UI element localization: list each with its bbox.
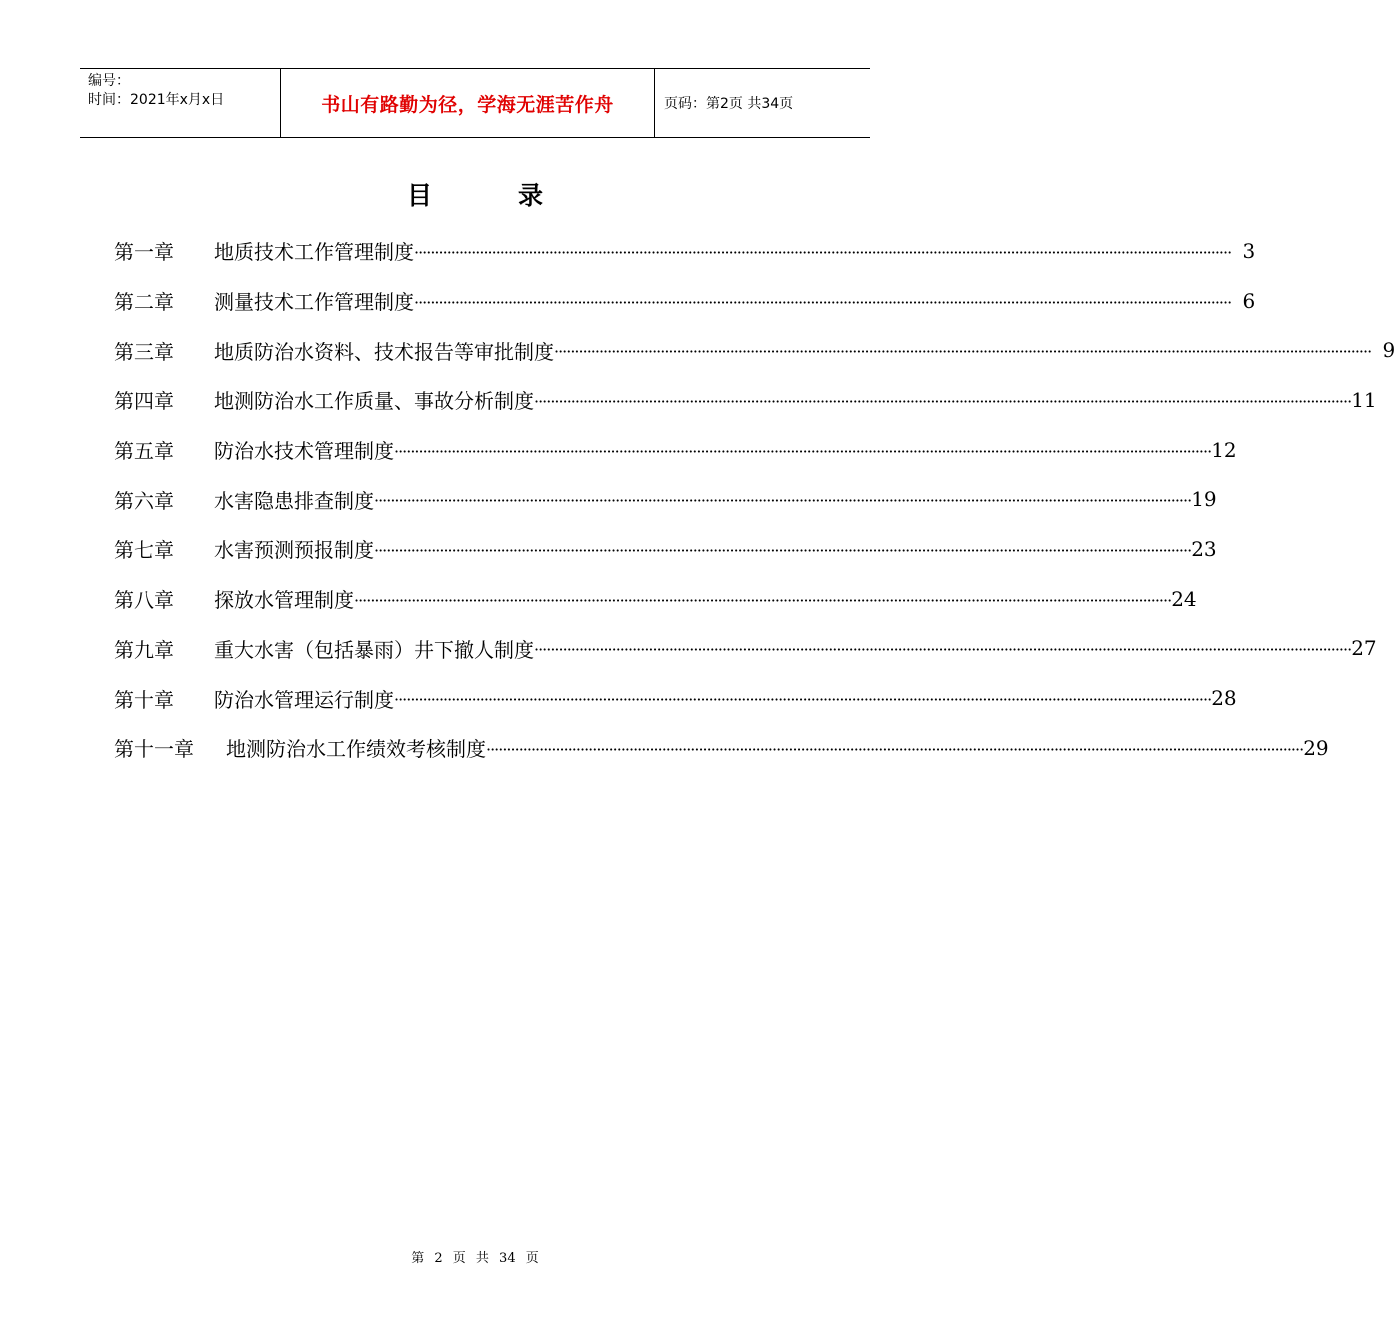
toc-leader-dots: ········································································································································································································ (374, 491, 1192, 511)
toc-chapter-title: 水害预测预报制度 (214, 538, 374, 563)
toc-leader-dots: ········································································································································································································ (394, 690, 1212, 710)
toc-page-number: 11 (1351, 387, 1377, 412)
toc-chapter-title: 测量技术工作管理制度 (214, 290, 414, 315)
toc-chapter-title: 地测防治水工作绩效考核制度 (226, 737, 486, 762)
toc-leader-dots: ········································································································································································································ (354, 590, 1172, 610)
toc-chapter-title: 探放水管理制度 (214, 588, 354, 613)
toc-chapter: 第七章 (114, 538, 174, 563)
toc-chapter-title: 水害隐患排查制度 (214, 488, 374, 513)
toc-leader-dots: ········································································································································································································ (534, 391, 1352, 411)
table-of-contents (114, 226, 1395, 773)
toc-entry[interactable] (114, 226, 1256, 276)
document-header (80, 68, 870, 138)
toc-leader-dots: ········································································································································································································ (534, 640, 1352, 660)
toc-chapter: 第六章 (114, 488, 174, 513)
toc-chapter-title: 防治水技术管理制度 (214, 439, 394, 464)
toc-leader-dots: ········································································································································································································ (486, 739, 1304, 759)
toc-page-number: 12 (1211, 437, 1237, 462)
toc-leader-dots: ········································································································································································································ (554, 342, 1372, 362)
toc-leader-dots: ········································································································································································································ (394, 441, 1212, 461)
toc-entry[interactable] (114, 325, 1395, 375)
toc-chapter-title: 地质防治水资料、技术报告等审批制度 (214, 339, 554, 364)
toc-chapter: 第八章 (114, 588, 174, 613)
document-date: 时间：2021年x月x日 (88, 92, 225, 108)
toc-page-number: 3 (1242, 238, 1256, 263)
toc-title-part2: 录 (518, 181, 544, 210)
toc-page-number: 6 (1242, 288, 1256, 313)
toc-entry[interactable] (114, 375, 1377, 425)
toc-entry[interactable] (114, 425, 1237, 475)
toc-title-part1: 目 (406, 181, 432, 210)
toc-chapter-title: 地测防治水工作质量、事故分析制度 (214, 389, 534, 414)
toc-entry[interactable] (114, 276, 1256, 326)
toc-chapter-title: 防治水管理运行制度 (214, 687, 394, 712)
toc-entry[interactable] (114, 574, 1197, 624)
toc-page-number: 9 (1382, 338, 1395, 363)
toc-page-number: 24 (1171, 586, 1197, 611)
toc-chapter-title: 重大水害（包括暴雨）井下撤人制度 (214, 637, 534, 662)
page-footer: 第 2 页 共 34 页 (411, 1251, 539, 1266)
header-meta (80, 69, 281, 137)
toc-leader-dots: ········································································································································································································ (414, 292, 1232, 312)
toc-page-number: 29 (1303, 735, 1329, 760)
toc-chapter: 第二章 (114, 290, 174, 315)
toc-chapter: 第三章 (114, 339, 174, 364)
toc-page-number: 19 (1191, 487, 1217, 512)
toc-entry[interactable] (114, 673, 1237, 723)
toc-entry[interactable] (114, 723, 1329, 773)
toc-chapter: 第五章 (114, 439, 174, 464)
toc-title (0, 176, 950, 212)
toc-page-number: 23 (1191, 536, 1217, 561)
toc-page-number: 28 (1211, 686, 1237, 711)
toc-chapter: 第一章 (114, 240, 174, 265)
toc-page-number: 27 (1351, 636, 1377, 661)
toc-chapter-title: 地质技术工作管理制度 (214, 240, 414, 265)
toc-chapter: 第四章 (114, 389, 174, 414)
toc-chapter: 第十一章 (114, 737, 194, 762)
toc-leader-dots: ········································································································································································································ (374, 540, 1192, 560)
toc-chapter: 第九章 (114, 637, 174, 662)
header-page-info: 页码：第2页 共34页 (664, 96, 794, 112)
document-number-label: 编号： (88, 73, 130, 89)
toc-entry[interactable] (114, 624, 1377, 674)
toc-entry[interactable] (114, 524, 1217, 574)
toc-leader-dots: ········································································································································································································ (414, 242, 1232, 262)
header-motto: 书山有路勤为径，学海无涯苦作舟 (281, 69, 655, 137)
toc-entry[interactable] (114, 474, 1217, 524)
toc-chapter: 第十章 (114, 687, 174, 712)
